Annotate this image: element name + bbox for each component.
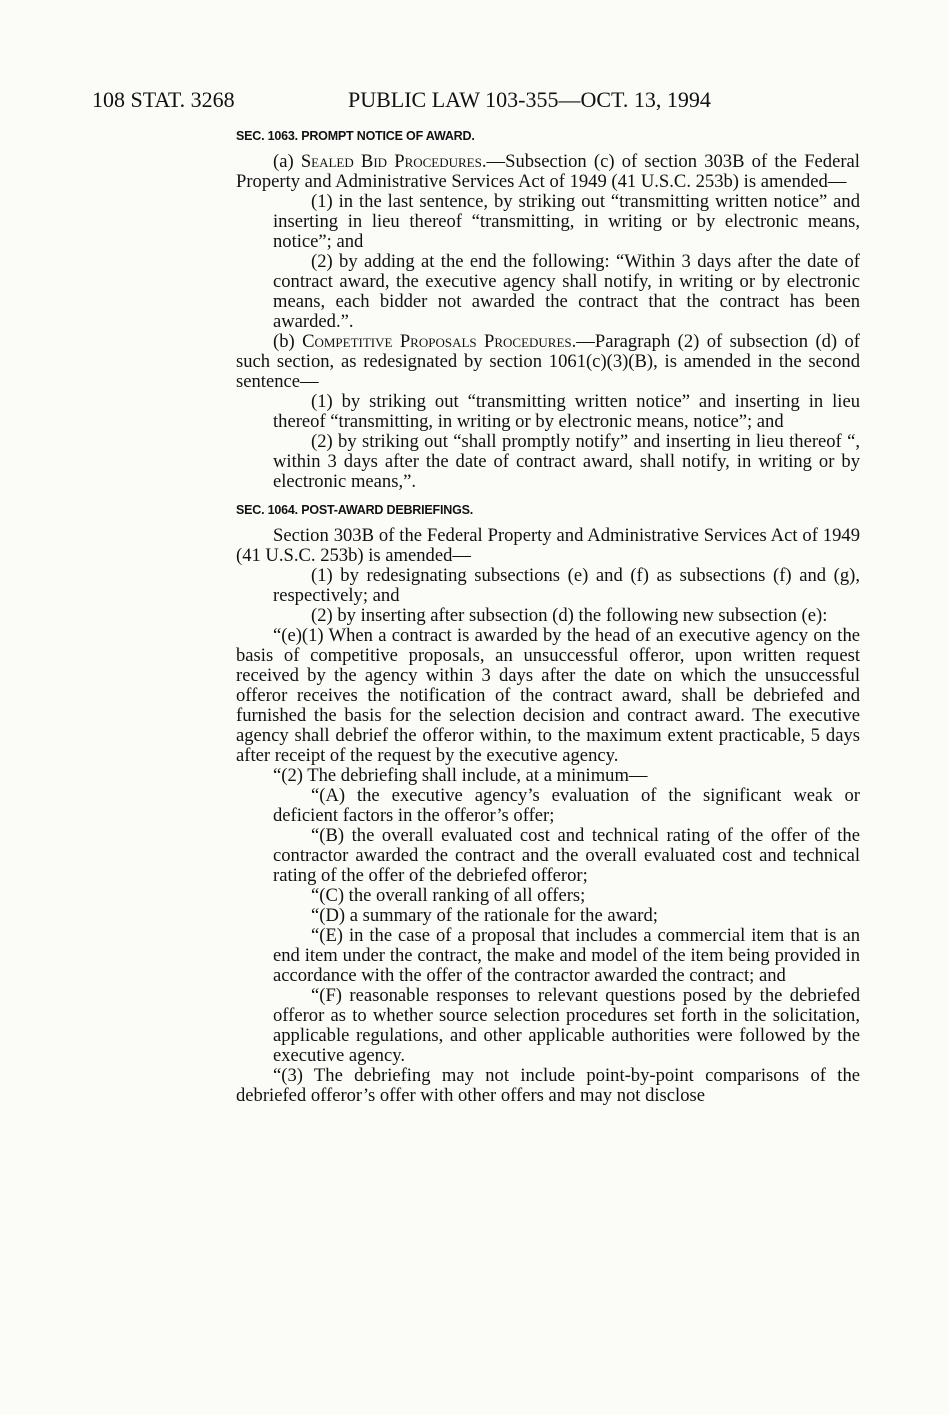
document-body	[236, 128, 860, 1106]
new-subsection-e-2: “(2) The debriefing shall include, at a minimum—	[273, 765, 648, 786]
section-1063-heading: SEC. 1063. PROMPT NOTICE OF AWARD.	[236, 129, 475, 143]
subsection-a-paragraph-1: (1) in the last sentence, by striking out “transmitting written notice” and inserting in lieu thereof “transmitting, in writing or by electronic means, notice”; and	[273, 191, 860, 252]
clause-c: “(C) the overall ranking of all offers;	[311, 885, 586, 906]
subsection-a-paragraph-2: (2) by adding at the end the following: “Within 3 days after the date of contract award, the executive agency shall notify, in writing or by electronic means, each bidder not awarded the contract that the contract has been awarded.”.	[273, 251, 860, 332]
clause-b: “(B) the overall evaluated cost and technical rating of the offer of the contractor awarded the contract and the overall evaluated cost and technical rating of the offer of the debriefed offeror;	[273, 825, 860, 886]
section-1064-heading: SEC. 1064. POST-AWARD DEBRIEFINGS.	[236, 503, 474, 517]
subsection-a-number: (a)	[273, 151, 301, 172]
clause-a: “(A) the executive agency’s evaluation of the significant weak or deficient factors in the offeror’s offer;	[273, 785, 860, 826]
subsection-a-heading: Sealed Bid Procedures	[300, 151, 482, 172]
subsection-a	[236, 152, 860, 192]
section-1064-paragraph-2: (2) by inserting after subsection (d) the following new subsection (e):	[311, 605, 828, 626]
subsection-a-text: .—Subsection (c) of section 303B of the Federal Property and Administrative Services Act of 1949 (41 U.S.C. 253b) is amended—	[236, 151, 860, 192]
subsection-b-heading: Competitive Proposals Procedures	[302, 331, 572, 352]
subsection-b-paragraph-1: (1) by striking out “transmitting written notice” and inserting in lieu thereof “transmitting, in writing or by electronic means, notice”; and	[273, 391, 860, 432]
public-law-citation: PUBLIC LAW 103-355—OCT. 13, 1994	[348, 87, 711, 112]
subsection-b-paragraph-2: (2) by striking out “shall promptly notify” and inserting in lieu thereof “, within 3 days after the date of contract award, shall notify, in writing or by electronic means,”.	[273, 431, 860, 492]
subsection-b-text: .—Paragraph (2) of subsection (d) of such section, as redesignated by section 1061(c)(3)(B), is amended in the second sentence—	[236, 331, 860, 392]
new-subsection-e-1: “(e)(1) When a contract is awarded by the head of an executive agency on the basis of competitive proposals, an unsuccessful offeror, upon written request received by the agency within 3 days after the date on which the unsuccessful offeror receives the notification of the contract award, shall be debriefed and furnished the basis for the selection decision and contract award. The executive agency shall debrief the offeror within, to the maximum extent practicable, 5 days after receipt of the request by the executive agency.	[236, 625, 860, 766]
clause-d: “(D) a summary of the rationale for the award;	[311, 905, 658, 926]
subsection-b	[236, 332, 860, 392]
clause-f: “(F) reasonable responses to relevant questions posed by the debriefed offeror as to whether source selection procedures set forth in the solicitation, applicable regulations, and other applicable authorities were followed by the executive agency.	[273, 985, 860, 1066]
section-1064-paragraph-1: (1) by redesignating subsections (e) and (f) as subsections (f) and (g), respectively; and	[273, 565, 860, 606]
new-subsection-e-3: “(3) The debriefing may not include point-by-point comparisons of the debriefed offeror’s offer with other offers and may not disclose	[236, 1065, 860, 1106]
subsection-b-number: (b)	[273, 331, 303, 352]
section-1064-intro: Section 303B of the Federal Property and Administrative Services Act of 1949 (41 U.S.C. 253b) is amended—	[236, 525, 860, 566]
statute-page-number: 108 STAT. 3268	[92, 87, 235, 112]
running-head	[92, 86, 852, 114]
clause-e: “(E) in the case of a proposal that includes a commercial item that is an end item under the contract, the make and model of the item being provided in accordance with the offer of the contractor awarded the contract; and	[273, 925, 860, 986]
